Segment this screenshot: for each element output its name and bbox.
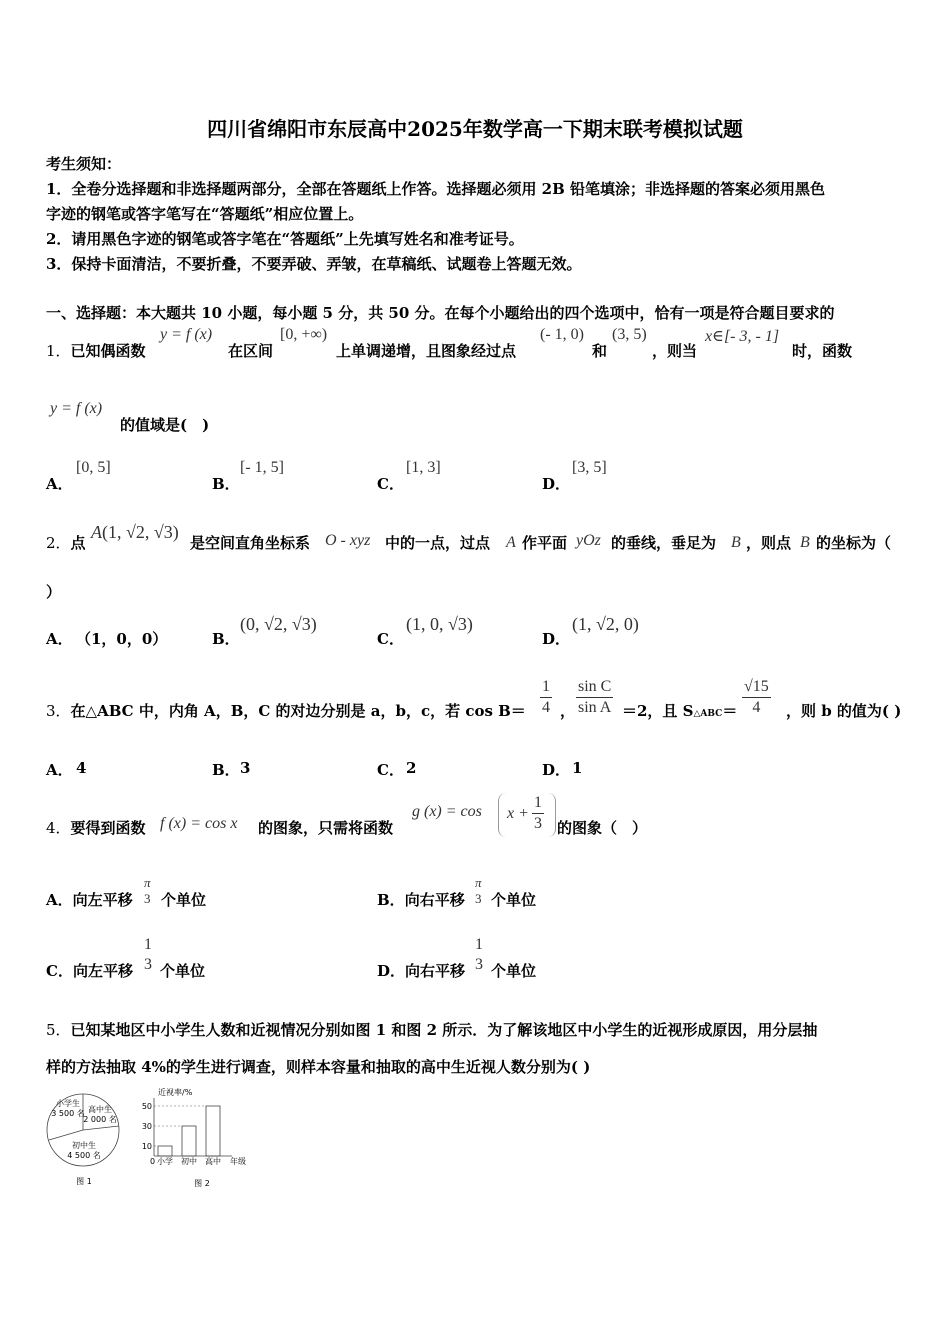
q3-frac2-den: sin A [578,699,612,716]
q2-point-coord: (1, √2, √3) [102,522,179,542]
q2-text-coord: 的坐标为（ [816,534,892,552]
q4-text: 要得到函数 [70,819,146,837]
q3-option-d-label[interactable]: D． [542,761,571,779]
q3-line1 [46,700,526,721]
q2-option-b-label[interactable]: B． [212,630,240,648]
q3-option-c[interactable]: 2 [406,759,417,777]
notice-item-1a: 1．全卷分选择题和非选择题两部分，全部在答题纸上作答。选择题必须用 2B 铅笔填涂；非选择题的答案必须用黑色 [46,180,826,198]
q3-option-c-label[interactable]: C． [377,761,404,779]
q2-formula-plane: yOz [576,532,601,549]
q1-text: 已知偶函数 [70,342,146,360]
bar-xtick-高中: 高中 [205,1157,221,1166]
q2-option-d-label[interactable]: D． [542,630,571,648]
q4-option-c-pre: 向左平移 [72,962,133,980]
q3-text-area: ＝2，且 S [622,702,694,720]
pie-caption: 图 1 [76,1177,92,1186]
q3-text: 在△ABC 中，内角 A，B，C 的对边分别是 a，b，c，若 cos B＝ [70,702,526,720]
q3-frac3-num: √15 [742,677,771,698]
bar-xtick-初中: 初中 [181,1157,197,1166]
pie-label-middle: 初中生 [72,1141,96,1150]
q2-point-letter: A [91,522,102,542]
q5-line1 [46,1019,817,1040]
q1-formula-domain: x∈[- 3, - 1] [705,328,780,345]
q3-fraction-cos [540,677,552,718]
q5-line2: 样的方法抽取 4%的学生进行调查，则样本容量和抽取的高中生近视人数分别为( ) [46,1058,591,1076]
q1-text-range: 的值域是( ) [120,416,210,434]
q2-text-through: 中的一点，过点 [385,534,491,552]
q1-option-b[interactable]: [- 1, 5] [240,459,284,476]
q1-option-d-label[interactable]: D． [542,475,571,493]
q1-option-b-label[interactable]: B． [212,475,240,493]
q4-option-a[interactable] [46,889,133,910]
bar-caption: 图 2 [194,1179,210,1188]
q1-formula-point2: (3, 5) [612,326,647,343]
q4-option-c-den: 3 [144,956,152,973]
notice-heading: 考生须知： [46,155,122,173]
q1-formula-interval: [0, +∞) [280,326,328,343]
q1-option-d[interactable]: [3, 5] [572,459,607,476]
bar-xlabel: 年级 [230,1157,246,1166]
page-title: 四川省绵阳市东辰高中2025年数学高一下期末联考模拟试题 [207,117,743,141]
q4-number: 4． [46,819,71,837]
q2-formula-b2: B [800,534,810,551]
q3-frac3-den: 4 [752,699,761,716]
q4-option-d-num: 1 [475,936,483,953]
q3-option-d[interactable]: 1 [572,759,583,777]
q4-option-b[interactable] [377,889,465,910]
q1-option-a-label[interactable]: A． [46,475,73,493]
q1-formula-f: y = f (x) [160,326,213,343]
q3-fraction-sin [576,677,613,718]
q2-text-foot: 的垂线，垂足为 [611,534,717,552]
bar-ytick-30: 30 [141,1122,152,1131]
q1-text-func: 时，函数 [792,342,853,360]
q1-text-point: 上单调递增，且图象经过点 [336,342,517,360]
q4-frac-num: 1 [532,793,544,814]
q3-number: 3． [46,702,71,720]
q4-option-d-label: D． [377,962,406,980]
q2-option-a[interactable]: （1，0，0） [76,630,168,648]
q4-option-d-pre: 向右平移 [405,962,466,980]
q1-number: 1． [46,342,71,360]
pie-divider-2 [83,1126,119,1130]
q1-formula-f2: y = f (x) [50,400,103,417]
q4-option-d[interactable] [377,960,465,981]
q5-number: 5． [46,1021,71,1039]
q3-frac1-den: 4 [542,699,550,716]
notice-item-3: 3．保持卡面清洁，不要折叠，不要弄破、弄皱，在草稿纸、试题卷上答题无效。 [46,255,582,273]
q1-text-and: 和 [592,342,608,360]
q4-option-b-pre: 向右平移 [404,891,465,909]
q2-text-close: ） [46,583,62,601]
q1-option-a[interactable]: [0, 5] [76,459,111,476]
bar-初中 [182,1126,196,1156]
q3-fraction-area [742,677,771,718]
q4-text-end: 的图象（ ） [557,819,648,837]
bar-ytick-50: 50 [141,1102,152,1111]
q2-line1 [46,532,86,553]
q2-point-a [91,522,179,543]
q3-comma: ， [560,702,576,720]
q2-option-c[interactable]: (1, 0, √3) [406,614,473,634]
q3-equals: ＝ [722,702,738,720]
q4-formula-x: x + [507,805,529,822]
q3-frac2-num: sin C [576,677,613,698]
q4-option-a-frac [142,875,153,907]
q3-text-end: ，则 b 的值为( ) [786,702,902,720]
q4-line1 [46,817,146,838]
q2-formula-system: O - xyz [325,532,371,549]
notice-item-2: 2．请用黑色字迹的钢笔或答字笔在“答题纸”上先填写姓名和准考证号。 [46,230,524,248]
q1-text-when: ，则当 [652,342,698,360]
q3-frac1-num: 1 [540,677,552,698]
q3-option-b[interactable]: 3 [240,759,251,777]
q5-text-1: 已知某地区中小学生人数和近视情况分别如图 1 和图 2 所示．为了解该地区中小学生的近视形成原因，用分层抽 [70,1021,818,1039]
q2-option-d[interactable]: (1, √2, 0) [572,614,639,634]
q3-option-b-label[interactable]: B． [212,761,240,779]
q4-text-move: 的图象，只需将函数 [258,819,394,837]
q4-option-b-label: B． [377,891,405,909]
bar-小学 [158,1146,172,1156]
q1-option-c[interactable]: [1, 3] [406,459,441,476]
pie-divider-3 [49,1130,83,1140]
pie-value-middle: 4 500 名 [67,1151,101,1160]
notice-item-1b: 字迹的钢笔或答字笔写在“答题纸”相应位置上。 [46,205,364,223]
q4-option-b-post: 个单位 [491,891,537,909]
q2-number: 2． [46,534,71,552]
pie-label-high: 高中生 [88,1105,112,1114]
q1-line1 [46,340,146,361]
pie-label-primary: 小学生 [56,1099,80,1108]
bar-origin: 0 [150,1157,156,1166]
bar-高中 [206,1106,220,1156]
q4-option-c[interactable] [46,960,133,981]
q4-option-a-den: 3 [144,891,151,906]
pie-value-primary: 3 500 名 [51,1109,85,1118]
q4-option-c-num: 1 [144,936,152,953]
q4-option-c-post: 个单位 [160,962,206,980]
q4-option-d-den: 3 [475,956,483,973]
q4-option-b-num: π [475,875,482,890]
q4-option-b-frac [473,875,484,907]
q2-option-c-label[interactable]: C． [377,630,404,648]
q4-option-a-pre: 向左平移 [72,891,133,909]
q2-formula-a: A [506,534,516,551]
pie-value-high: 2 000 名 [83,1115,117,1124]
pie-chart-figure [44,1090,126,1190]
q4-formula-g: g (x) = cos [412,803,482,820]
q4-frac-den: 3 [534,815,542,832]
q4-option-d-frac [473,935,485,975]
q2-text-plane: 作平面 [522,534,568,552]
q1-formula-point1: (- 1, 0) [540,326,584,343]
q3-option-a-label[interactable]: A． [46,761,73,779]
q2-option-b[interactable]: (0, √2, √3) [240,614,317,634]
q4-option-a-label: A． [46,891,73,909]
q4-option-d-post: 个单位 [491,962,537,980]
q2-text-system: 是空间直角坐标系 [190,534,311,552]
q4-option-a-post: 个单位 [161,891,207,909]
bar-xtick-小学: 小学 [157,1157,173,1166]
q4-option-c-label: C． [46,962,73,980]
q2-text: 点 [70,534,86,552]
q4-formula-f: f (x) = cos x [160,815,238,832]
q4-option-a-num: π [144,875,151,890]
q3-text-eq [622,700,737,721]
bar-ylabel: 近视率/% [158,1088,193,1097]
q3-subscript: △ABC [693,709,723,719]
q2-option-a-label[interactable]: A． [46,630,73,648]
bar-ytick-10: 10 [141,1142,152,1151]
q2-text-then: ，则点 [746,534,792,552]
q4-option-b-den: 3 [475,891,482,906]
q4-fraction [532,793,544,834]
bar-chart-figure [140,1086,250,1190]
q3-option-a[interactable]: 4 [76,759,87,777]
section-heading: 一、选择题：本大题共 10 小题，每小题 5 分，共 50 分。在每个小题给出的四个选项中，恰有一项是符合题目要求的 [46,304,835,322]
q1-option-c-label[interactable]: C． [377,475,404,493]
q4-option-c-frac [142,935,154,975]
q1-text-interval: 在区间 [228,342,274,360]
q2-formula-b1: B [731,534,741,551]
